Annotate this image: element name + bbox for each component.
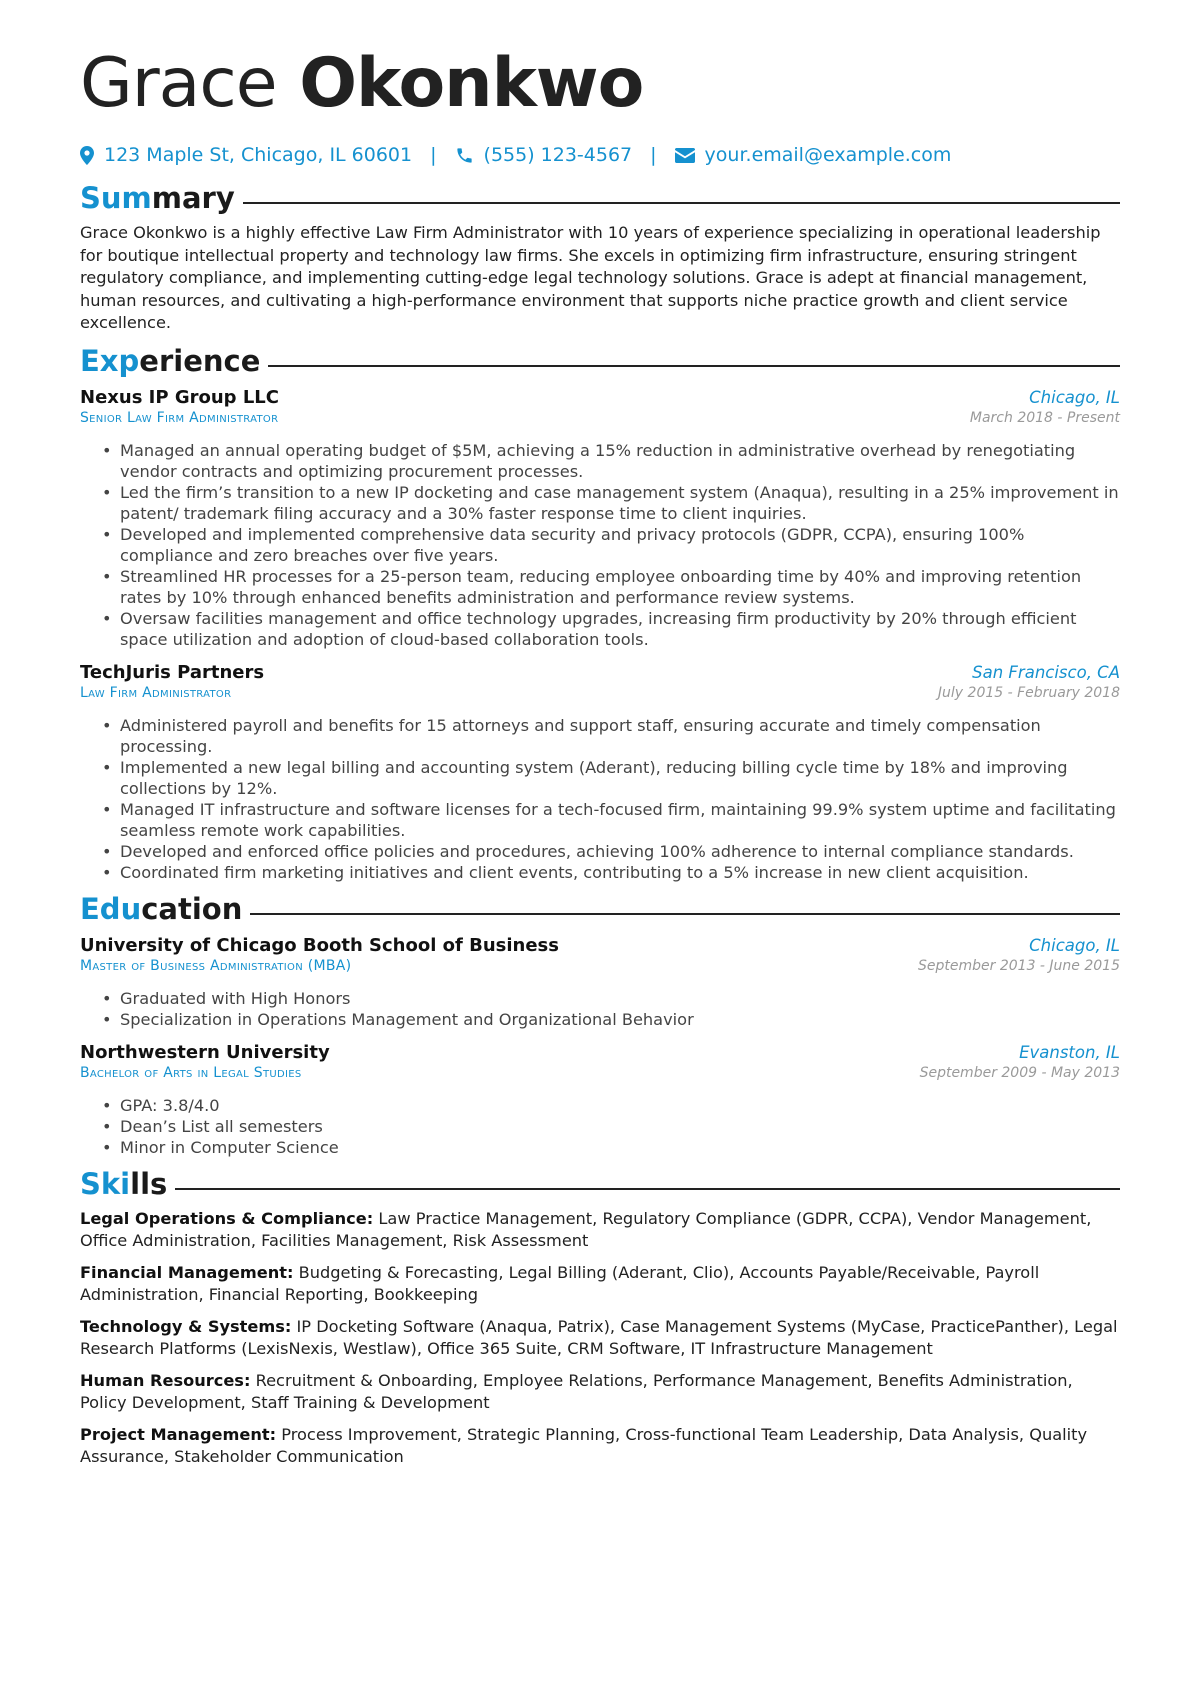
map-marker-icon [80, 146, 94, 165]
education-entry [80, 1042, 1120, 1158]
skill-items: Process Improvement, Strategic Planning, Cross-functional Team Leadership, Data Analysis, Quality Assurance, Stakeholder Communication [80, 1424, 1088, 1466]
summary-heading-rest: mary [151, 181, 235, 215]
skill-category: Financial Management: [80, 1262, 294, 1282]
job-location: Chicago, IL [1029, 387, 1120, 407]
skill-row [80, 1262, 1120, 1307]
list-item: • GPA: 3.8/4.0 [102, 1095, 1120, 1116]
education-bullets [80, 988, 1120, 1030]
contact-separator: | [650, 144, 657, 166]
list-item: • Led the firm’s transition to a new IP docketing and case management system (Anaqua), resulting in a 25% improvement in patent/ trademark filing accuracy and a 30% faster response time to client inquiries. [102, 482, 1120, 524]
school-location: Chicago, IL [1029, 935, 1120, 955]
phone-icon [455, 146, 474, 165]
skill-items: Law Practice Management, Regulatory Compliance (GDPR, CCPA), Vendor Management, Office Administration, Facilities Management, Risk Assessment [80, 1208, 1092, 1250]
school-dates: September 2013 - June 2015 [918, 957, 1120, 974]
candidate-name [80, 34, 1120, 134]
list-item: • Specialization in Operations Management and Organizational Behavior [102, 1009, 1120, 1030]
list-item: • Managed IT infrastructure and software licenses for a tech-focused firm, maintaining 99.9% system uptime and facilitating seamless remote work capabilities. [102, 799, 1120, 841]
email-link[interactable]: your.email@example.com [704, 144, 952, 166]
skills-heading-accent: Ski [80, 1166, 131, 1201]
skill-items: IP Docketing Software (Anaqua, Patrix), Case Management Systems (MyCase, PracticePanther), Legal Research Platforms (LexisNexis, Westlaw), Office 365 Suite, CRM Software, IT Infrastructure Management [80, 1316, 1118, 1358]
list-item: • Managed an annual operating budget of $5M, achieving a 15% reduction in administrative overhead by renegotiating vendor contracts and optimizing procurement processes. [102, 440, 1120, 482]
contact-phone [455, 144, 633, 166]
experience-heading-accent: Exp [80, 343, 140, 378]
list-item: • Dean’s List all semesters [102, 1116, 1120, 1137]
school-name: University of Chicago Booth School of Business [80, 934, 559, 956]
list-item: • Graduated with High Honors [102, 988, 1120, 1009]
section-rule [175, 1188, 1120, 1190]
education-entry [80, 935, 1120, 1030]
phone-text: (555) 123-4567 [483, 144, 633, 166]
degree-name: Bachelor of Arts in Legal Studies [80, 1064, 302, 1081]
list-item: • Developed and enforced office policies and procedures, achieving 100% adherence to internal compliance standards. [102, 841, 1120, 862]
skill-category: Project Management: [80, 1424, 277, 1444]
list-item: • Implemented a new legal billing and accounting system (Aderant), reducing billing cycle time by 18% and improving collections by 12%. [102, 757, 1120, 799]
experience-heading [80, 341, 1120, 381]
skill-row [80, 1208, 1120, 1253]
list-item: • Administered payroll and benefits for 15 attorneys and support staff, ensuring accurate and timely compensation processing. [102, 715, 1120, 757]
contact-address [80, 144, 412, 166]
education-heading-rest: cation [141, 891, 243, 926]
employer-name: TechJuris Partners [80, 661, 265, 683]
list-item: • Streamlined HR processes for a 25-person team, reducing employee onboarding time by 40% and improving retention rates by 10% through enhanced benefits administration and performance review systems. [102, 566, 1120, 608]
education-bullets [80, 1095, 1120, 1158]
job-title: Law Firm Administrator [80, 684, 232, 701]
skill-row [80, 1424, 1120, 1469]
job-bullets [80, 715, 1120, 883]
summary-text: Grace Okonkwo is a highly effective Law Firm Administrator with 10 years of experience specializing in operational leadership for boutique intellectual property and technology law firms. She excels in optimizing firm infrastructure, ensuring stringent regulatory compliance, and implementing cutting-edge legal technology solutions. Grace is adept at financial management, human resources, and cultivating a high-performance environment that supports niche practice growth and client service excellence. [80, 223, 1101, 332]
address-text: 123 Maple St, Chicago, IL 60601 [104, 144, 413, 166]
last-name: Okonkwo [299, 44, 644, 123]
skill-row [80, 1370, 1120, 1415]
job-bullets [80, 440, 1120, 650]
list-item: • Developed and implemented comprehensive data security and privacy protocols (GDPR, CCPA), ensuring 100% compliance and zero breaches over five years. [102, 524, 1120, 566]
skills-list [80, 1208, 1120, 1469]
employer-name: Nexus IP Group LLC [80, 386, 279, 408]
list-item: • Oversaw facilities management and office technology upgrades, increasing firm productivity by 20% through efficient space utilization and adoption of cloud-based collaboration tools. [102, 608, 1120, 650]
list-item: • Coordinated firm marketing initiatives and client events, contributing to a 5% increase in new client acquisition. [102, 862, 1120, 883]
skills-heading-rest: lls [130, 1166, 168, 1201]
school-name: Northwestern University [80, 1041, 330, 1063]
education-heading-accent: Edu [80, 891, 142, 926]
summary-heading-accent: Sum [80, 181, 152, 215]
contact-email[interactable] [675, 144, 952, 166]
experience-entry [80, 662, 1120, 883]
skill-category: Human Resources: [80, 1370, 251, 1390]
job-location: San Francisco, CA [972, 662, 1120, 682]
experience-heading-rest: erience [139, 343, 261, 378]
contact-separator: | [430, 144, 437, 166]
job-dates: March 2018 - Present [969, 409, 1120, 426]
envelope-icon [675, 148, 695, 163]
section-rule [243, 202, 1120, 204]
job-dates: July 2015 - February 2018 [937, 684, 1120, 701]
section-rule [250, 913, 1120, 915]
school-location: Evanston, IL [1019, 1042, 1120, 1062]
section-rule [268, 365, 1120, 367]
skill-row [80, 1316, 1120, 1361]
school-dates: September 2009 - May 2013 [919, 1064, 1120, 1081]
skill-category: Technology & Systems: [80, 1316, 292, 1336]
experience-entry [80, 387, 1120, 650]
contact-line [80, 140, 1120, 170]
skills-heading [80, 1164, 1120, 1204]
degree-name: Master of Business Administration (MBA) [80, 957, 352, 974]
summary-heading [80, 178, 1120, 218]
skill-items: Recruitment & Onboarding, Employee Relations, Performance Management, Benefits Administration, Policy Development, Staff Training & Development [80, 1370, 1073, 1412]
skill-category: Legal Operations & Compliance: [80, 1208, 374, 1228]
job-title: Senior Law Firm Administrator [80, 409, 279, 426]
first-name: Grace [80, 44, 277, 123]
education-heading [80, 889, 1120, 929]
skill-items: Budgeting & Forecasting, Legal Billing (Aderant, Clio), Accounts Payable/Receivable, Payroll Administration, Financial Reporting, Bookkeeping [80, 1262, 1040, 1304]
list-item: • Minor in Computer Science [102, 1137, 1120, 1158]
